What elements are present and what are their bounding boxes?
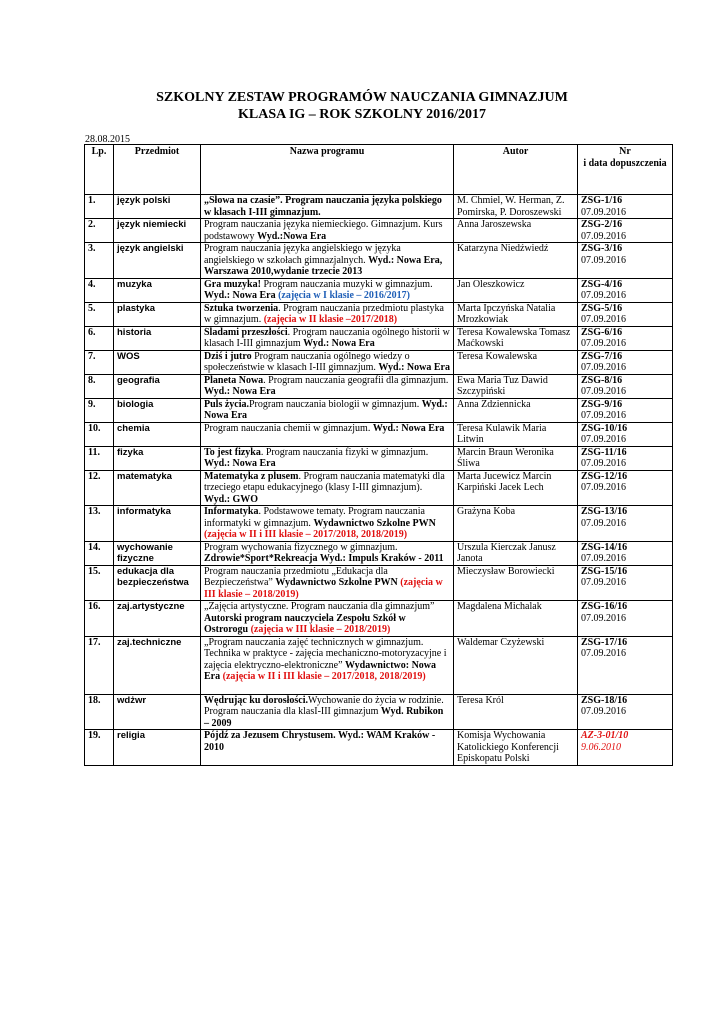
row-program-text: Wyd.: GWO xyxy=(204,493,259,505)
row-subject: plastyka xyxy=(114,302,201,326)
row-program-text: Wyd.: Nowa Era xyxy=(204,290,276,301)
row-approval xyxy=(578,350,673,374)
table-row xyxy=(85,195,673,219)
row-program-text: Wydawnictwo Szkolne PWN xyxy=(313,517,436,529)
document-date: 28.08.2015 xyxy=(85,134,130,145)
row-approval-text: ZSG-15/16 xyxy=(581,565,628,577)
row-subject: chemia xyxy=(114,422,201,446)
row-approval-text: 07.09.2016 xyxy=(581,338,626,349)
row-author: Urszula Kierczak Janusz Janota xyxy=(454,541,578,565)
row-program xyxy=(201,326,454,350)
row-program xyxy=(201,219,454,243)
row-author: Teresa Kowalewska Tomasz Maćkowski xyxy=(454,326,578,350)
table-row xyxy=(85,694,673,730)
row-program-text: Zdrowie*Sport*Rekreacja Wyd.: Impuls Kraków - 2011 xyxy=(204,553,444,564)
row-approval-text: 07.09.2016 xyxy=(581,362,626,373)
table-row xyxy=(85,422,673,446)
column-header-nr-line2: i data dopuszczenia xyxy=(583,157,667,169)
row-program-text: Program nauczania chemii w gimnazjum. xyxy=(204,422,373,434)
row-program-text: Wyd. Rubikon – 2009 xyxy=(204,706,444,729)
row-lp: 17. xyxy=(85,636,114,694)
row-program-text: Wydawnictwo Szkolne PWN xyxy=(275,577,398,588)
row-approval-text: 07.09.2016 xyxy=(581,254,626,266)
row-program-text: (zajęcia w II i III klasie – 2017/2018, 2018/2019) xyxy=(204,529,408,540)
row-approval-text: 07.09.2016 xyxy=(581,553,626,564)
row-program xyxy=(201,730,454,766)
row-program-text: . Podstawowe tematy. Program nauczania informatyki w gimnazjum. xyxy=(204,506,425,529)
program-table xyxy=(84,144,673,766)
row-program-text: „Słowa na czasie”. Program nauczania języka polskiego w klasach I-III gimnazjum. xyxy=(204,195,442,218)
row-program-text: Program wychowania fizycznego w gimnazjum. xyxy=(204,541,398,553)
row-program xyxy=(201,470,454,506)
row-program-text: . Program nauczania ogólnego historii w klasach I-III gimnazjum xyxy=(204,326,450,349)
row-program-text: Program nauczania biologii w gimnazjum. xyxy=(249,398,422,410)
column-header-lp: Lp. xyxy=(85,145,114,195)
row-program-text: Wyd.: Nowa Era xyxy=(204,458,276,469)
row-program xyxy=(201,541,454,565)
row-program-text: Śladami przeszłości xyxy=(204,326,288,338)
row-program-text: Program nauczania ogólnego wiedzy o społeczeństwie w klasach I-III gimnazjum. xyxy=(204,350,410,373)
row-approval-text: 07.09.2016 xyxy=(581,434,626,445)
row-approval-text: ZSG-5/16 xyxy=(581,302,623,314)
row-program xyxy=(201,506,454,542)
row-author: Teresa Kowalewska xyxy=(454,350,578,374)
row-author: Marta Ipczyńska Natalia Mrozkowiak xyxy=(454,302,578,326)
table-row xyxy=(85,350,673,374)
row-author: Marta Jucewicz Marcin Karpiński Jacek Lech xyxy=(454,470,578,506)
row-lp: 9. xyxy=(85,398,114,422)
row-program-text: Wyd.:Nowa Era xyxy=(257,230,327,242)
row-approval-text: ZSG-12/16 xyxy=(581,470,628,482)
row-program xyxy=(201,636,454,694)
table-row xyxy=(85,326,673,350)
row-subject: zaj.artystyczne xyxy=(114,601,201,637)
row-program-text: . Program nauczania geografii dla gimnazjum. xyxy=(263,374,449,386)
row-program xyxy=(201,565,454,601)
row-lp: 15. xyxy=(85,565,114,601)
table-row xyxy=(85,446,673,470)
row-lp: 8. xyxy=(85,374,114,398)
row-lp: 14. xyxy=(85,541,114,565)
row-program-text: Wychowanie do życia w rodzinie. Program nauczania dla klasI-III gimnazjum xyxy=(204,694,444,717)
row-approval-text: 07.09.2016 xyxy=(581,706,626,717)
row-lp: 16. xyxy=(85,601,114,637)
row-author: Jan Oleszkowicz xyxy=(454,278,578,302)
row-program-text: „Zajęcia artystyczne. Program nauczania dla gimnazjum” xyxy=(204,601,435,612)
row-subject: informatyka xyxy=(114,506,201,542)
row-approval xyxy=(578,506,673,542)
row-author: Ewa Maria Tuz Dawid Szczypiński xyxy=(454,374,578,398)
row-program-text: . Program nauczania matematyki dla trzeciego etapu edukacyjnego (klasy I-III gimnazjum). xyxy=(204,470,445,493)
row-lp: 6. xyxy=(85,326,114,350)
row-subject: język angielski xyxy=(114,243,201,279)
row-subject: wychowanie fizyczne xyxy=(114,541,201,565)
row-approval xyxy=(578,302,673,326)
row-approval-text: ZSG-7/16 xyxy=(581,350,623,362)
row-program xyxy=(201,302,454,326)
row-approval xyxy=(578,374,673,398)
row-approval-text: AZ-3-01/10 xyxy=(581,730,629,741)
row-program-text: Program nauczania języka niemieckiego. Gimnazjum. Kurs podstawowy xyxy=(204,219,443,242)
row-approval xyxy=(578,470,673,506)
table-row xyxy=(85,374,673,398)
row-program xyxy=(201,398,454,422)
row-program-text: Matematyka z plusem xyxy=(204,470,299,482)
column-header-program: Nazwa programu xyxy=(201,145,454,195)
row-subject: muzyka xyxy=(114,278,201,302)
row-program-text: Wyd.: Nowa Era xyxy=(303,338,375,349)
row-program-text: (zajęcia w II klasie –2017/2018) xyxy=(263,314,398,325)
row-approval-text: 07.09.2016 xyxy=(581,410,626,421)
table-header-row xyxy=(85,145,673,195)
row-approval-text: ZSG-18/16 xyxy=(581,694,628,706)
row-lp: 5. xyxy=(85,302,114,326)
row-approval-text: ZSG-8/16 xyxy=(581,374,623,386)
row-lp: 3. xyxy=(85,243,114,279)
row-approval-text: ZSG-3/16 xyxy=(581,243,623,254)
row-approval xyxy=(578,730,673,766)
row-approval-text: ZSG-17/16 xyxy=(581,636,628,648)
table-row xyxy=(85,730,673,766)
row-approval xyxy=(578,278,673,302)
row-program-text: Dziś i jutro xyxy=(204,350,252,362)
row-approval-text: ZSG-2/16 xyxy=(581,219,623,230)
row-lp: 2. xyxy=(85,219,114,243)
row-approval xyxy=(578,326,673,350)
row-program xyxy=(201,350,454,374)
row-approval xyxy=(578,636,673,694)
table-row xyxy=(85,243,673,279)
row-subject: edukacja dla bezpieczeństwa xyxy=(114,565,201,601)
row-program-text: To jest fizyka xyxy=(204,446,261,458)
row-approval xyxy=(578,195,673,219)
table-row xyxy=(85,601,673,637)
row-approval-text: ZSG-4/16 xyxy=(581,278,623,290)
row-program-text: Wyd.: Nowa Era xyxy=(372,422,445,434)
row-subject: wdżwr xyxy=(114,694,201,730)
row-lp: 4. xyxy=(85,278,114,302)
row-program-text: Planeta Nowa xyxy=(204,374,264,386)
row-author: Katarzyna Niedźwiedź xyxy=(454,243,578,279)
row-approval xyxy=(578,219,673,243)
column-header-nr-line1: Nr xyxy=(619,146,631,157)
row-approval-text: ZSG-6/16 xyxy=(581,326,623,338)
row-program-text: Wyd.: Nowa Era xyxy=(204,386,276,397)
page-title: SZKOLNY ZESTAW PROGRAMÓW NAUCZANIA GIMNAZJUM xyxy=(156,90,568,105)
row-approval xyxy=(578,694,673,730)
row-program-text: Wydawnictwo: Nowa Era xyxy=(204,659,437,682)
row-program-text: Program nauczania przedmiotu „Edukacja dla Bezpieczeństwa” xyxy=(204,565,388,588)
row-approval-text: 07.09.2016 xyxy=(581,458,626,469)
row-subject: WOS xyxy=(114,350,201,374)
row-lp: 19. xyxy=(85,730,114,766)
row-program xyxy=(201,601,454,637)
row-author: Grażyna Koba xyxy=(454,506,578,542)
row-subject: zaj.techniczne xyxy=(114,636,201,694)
row-program xyxy=(201,446,454,470)
row-lp: 10. xyxy=(85,422,114,446)
row-approval-text: 9.06.2010 xyxy=(581,741,621,753)
row-approval-text: 07.09.2016 xyxy=(581,517,626,529)
column-header-author: Autor xyxy=(454,145,578,195)
column-header-subject: Przedmiot xyxy=(114,145,201,195)
page-subtitle: KLASA IG – ROK SZKOLNY 2016/2017 xyxy=(237,107,487,122)
row-approval-text: ZSG-13/16 xyxy=(581,506,628,517)
row-approval-text: 07.09.2016 xyxy=(581,612,626,624)
row-program-text: (zajęcia w I klasie – 2016/2017) xyxy=(278,290,411,301)
row-program-text: Wyd.: Nowa Era, Warszawa 2010,wydanie trzecie 2013 xyxy=(204,254,443,277)
row-lp: 12. xyxy=(85,470,114,506)
row-approval-text: ZSG-10/16 xyxy=(581,422,628,434)
row-subject: matematyka xyxy=(114,470,201,506)
row-lp: 11. xyxy=(85,446,114,470)
row-program-text: (zajęcia w III klasie – 2018/2019) xyxy=(204,577,443,600)
row-subject: fizyka xyxy=(114,446,201,470)
row-program xyxy=(201,195,454,219)
row-program-text: Puls życia. xyxy=(204,398,249,410)
row-subject: biologia xyxy=(114,398,201,422)
row-approval-text: ZSG-1/16 xyxy=(581,195,623,206)
row-author: Komisja Wychowania Katolickiego Konferencji Episkopatu Polski xyxy=(454,730,578,766)
row-approval-text: 07.09.2016 xyxy=(581,314,626,325)
table-body xyxy=(85,195,673,766)
row-approval xyxy=(578,601,673,637)
row-author: Marcin Braun Weronika Śliwa xyxy=(454,446,578,470)
row-program-text: (zajęcia w III klasie – 2018/2019) xyxy=(250,624,391,635)
row-program-text: (zajęcia w II i III klasie – 2017/2018, 2018/2019) xyxy=(222,671,426,682)
row-program-text: Informatyka xyxy=(204,506,259,517)
row-program-text: . Program nauczania fizyki w gimnazjum. xyxy=(260,446,429,458)
row-author: Mieczysław Borowiecki xyxy=(454,565,578,601)
row-program xyxy=(201,278,454,302)
row-subject: język polski xyxy=(114,195,201,219)
table-row xyxy=(85,302,673,326)
row-author: M. Chmiel, W. Herman, Z. Pomirska, P. Doroszewski xyxy=(454,195,578,219)
row-subject: geografia xyxy=(114,374,201,398)
row-program-text: Pójdź za Jezusem Chrystusem. Wyd.: WAM Kraków - 2010 xyxy=(204,730,436,753)
table-row xyxy=(85,278,673,302)
row-approval-text: ZSG-9/16 xyxy=(581,398,623,410)
table-row xyxy=(85,398,673,422)
row-approval-text: 07.09.2016 xyxy=(581,577,626,588)
row-program-text: Wyd.: Nowa Era xyxy=(204,398,448,421)
row-author: Teresa Kulawik Maria Litwin xyxy=(454,422,578,446)
row-approval-text: ZSG-14/16 xyxy=(581,541,628,553)
row-subject: język niemiecki xyxy=(114,219,201,243)
row-program xyxy=(201,243,454,279)
row-approval-text: 07.09.2016 xyxy=(581,648,626,659)
row-approval xyxy=(578,446,673,470)
row-approval-text: ZSG-11/16 xyxy=(581,446,627,458)
row-lp: 1. xyxy=(85,195,114,219)
row-program xyxy=(201,694,454,730)
row-lp: 18. xyxy=(85,694,114,730)
row-approval-text: 07.09.2016 xyxy=(581,230,626,242)
row-approval-text: 07.09.2016 xyxy=(581,482,626,493)
row-program-text: Wędrując ku dorosłości. xyxy=(204,694,308,706)
row-subject: religia xyxy=(114,730,201,766)
table-row xyxy=(85,541,673,565)
row-author: Teresa Król xyxy=(454,694,578,730)
row-lp: 7. xyxy=(85,350,114,374)
row-subject: historia xyxy=(114,326,201,350)
row-program-text: Sztuka tworzenia xyxy=(204,302,279,314)
row-approval xyxy=(578,541,673,565)
row-approval-text: ZSG-16/16 xyxy=(581,601,628,612)
table-row xyxy=(85,565,673,601)
row-program-text: Program nauczania muzyki w gimnazjum. xyxy=(260,278,433,290)
row-approval xyxy=(578,565,673,601)
row-program-text: Wyd.: Nowa Era xyxy=(378,362,450,373)
row-program xyxy=(201,374,454,398)
row-lp: 13. xyxy=(85,506,114,542)
row-program-text: Gra muzyka! xyxy=(204,278,261,290)
row-author: Magdalena Michalak xyxy=(454,601,578,637)
row-program-text: „Program nauczania zajęć technicznych w gimnazjum. Technika w praktyce - zajęcia mechaniczno-motoryzacyjne i zajęcia elektryczno-elektroniczne” xyxy=(204,636,447,671)
table-row xyxy=(85,219,673,243)
row-program-text: Autorski program nauczyciela Zespołu Szkół w Ostrorogu xyxy=(204,612,406,635)
table-row xyxy=(85,470,673,506)
row-author: Anna Jaroszewska xyxy=(454,219,578,243)
row-author: Waldemar Czyżewski xyxy=(454,636,578,694)
row-approval-text: 07.09.2016 xyxy=(581,206,626,218)
row-program-text: . Program nauczania przedmiotu plastyka w gimnazjum. xyxy=(204,302,444,325)
row-approval xyxy=(578,243,673,279)
row-approval-text: 07.09.2016 xyxy=(581,386,626,397)
row-author: Anna Zdziennicka xyxy=(454,398,578,422)
row-approval xyxy=(578,398,673,422)
column-header-nr xyxy=(578,145,673,195)
table-row xyxy=(85,506,673,542)
row-program xyxy=(201,422,454,446)
table-row xyxy=(85,636,673,694)
row-approval-text: 07.09.2016 xyxy=(581,290,626,301)
row-approval xyxy=(578,422,673,446)
row-program-text: Program nauczania języka angielskiego w języka angielskiego w szkołach gimnazjalnych. xyxy=(204,243,401,266)
